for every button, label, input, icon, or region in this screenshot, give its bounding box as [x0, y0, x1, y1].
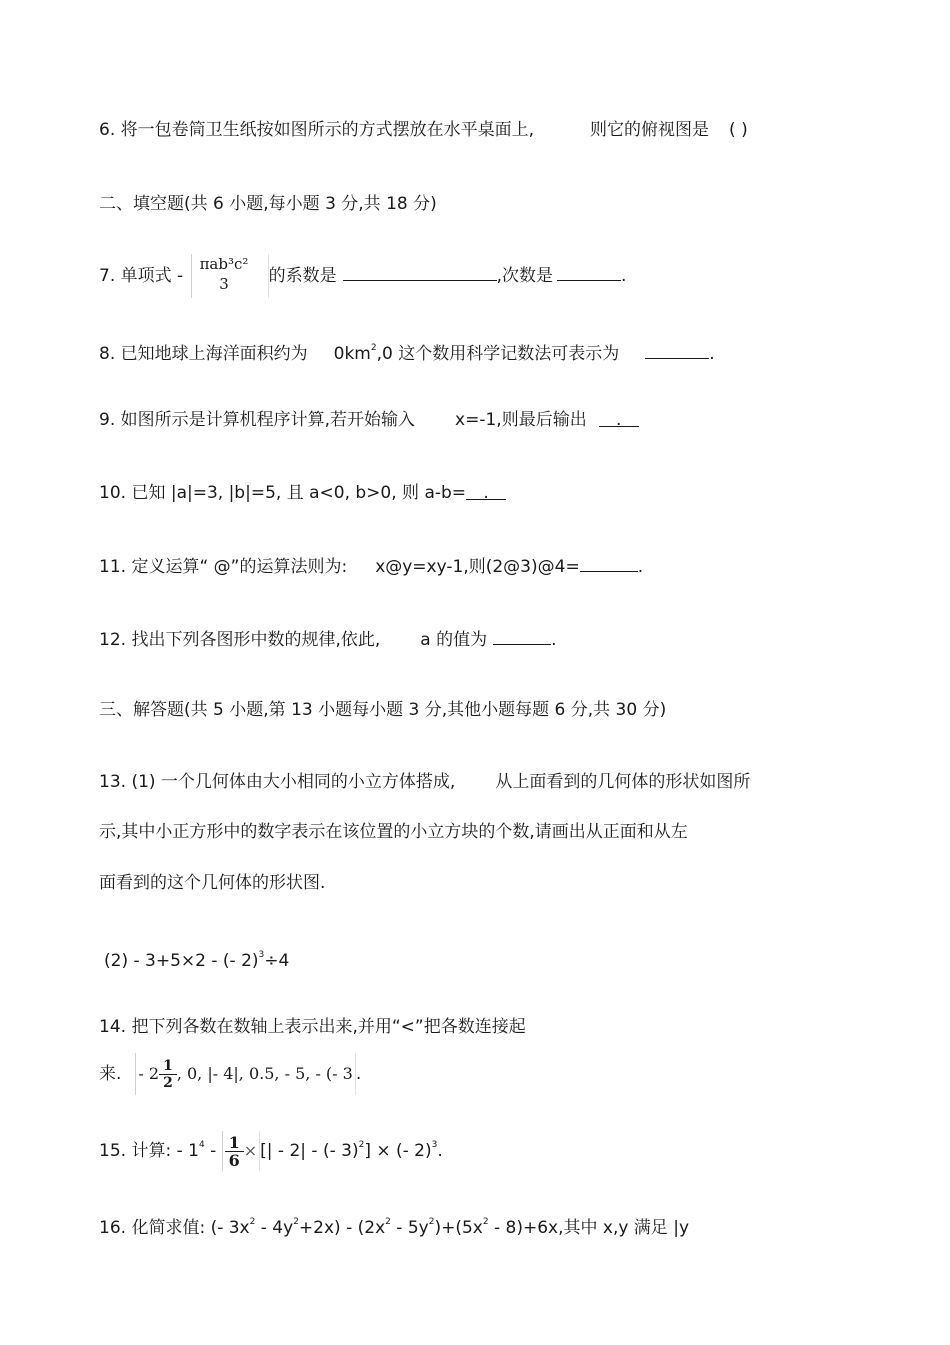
question-16-e: )+(5x [434, 1218, 483, 1238]
question-9-prefix: 9. 如图所示是计算机程序计算,若开始输入 [99, 410, 416, 430]
question-13-line-1b: 从上面看到的几何体的形状如图所 [495, 772, 751, 792]
numbers-mixed-int: - 2 [138, 1064, 160, 1083]
question-16-s3: 2 [385, 1217, 391, 1227]
question-15-sup-2: 2 [358, 1140, 365, 1150]
question-7-prefix: 7. 单项式 - [99, 266, 184, 286]
question-6-tail: 则它的俯视图是 [590, 120, 710, 140]
question-15-prefix: 15. 计算: - 1 [99, 1141, 199, 1161]
question-15-tail: ] × (- 2) [364, 1141, 432, 1161]
question-12-tail: a 的值为 [420, 630, 488, 650]
question-7 [99, 254, 626, 298]
question-15 [99, 1124, 443, 1172]
fraction-denominator: 6 [228, 1151, 240, 1170]
numbers-frac-num: 1 [159, 1058, 177, 1075]
question-16-s4: 2 [428, 1217, 435, 1227]
answer-blank-a-minus-b[interactable]: . [466, 481, 506, 500]
answer-blank-coefficient[interactable] [343, 262, 497, 281]
question-7-sep: ,次数是 [496, 266, 553, 286]
section-2-title: 二、填空题(共 6 小题,每小题 3 分,共 18 分) [99, 194, 437, 214]
question-14-line-2 [99, 1053, 361, 1095]
monomial-denominator: 3 [219, 275, 229, 293]
question-15-mid: [| - 2| - (- 3) [260, 1141, 359, 1161]
question-16-s1: 2 [249, 1217, 256, 1227]
question-13-line-3: 面看到的这个几何体的形状图. [99, 873, 326, 893]
question-6-answer-paren: ( ) [729, 120, 748, 140]
question-13-part-2 [104, 943, 289, 973]
question-13-line-2: 示,其中小正方形中的数字表示在该位置的小立方块的个数,请画出从正面和从左 [99, 822, 688, 842]
answer-blank-a-value[interactable] [493, 626, 551, 645]
question-8 [99, 336, 715, 366]
question-11-end: . [637, 557, 644, 577]
question-8-sup: 2 [370, 343, 377, 353]
question-7-mid: 的系数是 [268, 266, 337, 286]
numbers-frac-den: 2 [163, 1075, 173, 1091]
monomial-numerator: πab³c² [199, 255, 249, 273]
question-16 [99, 1210, 689, 1240]
answer-blank-operation[interactable] [580, 553, 638, 572]
question-6-text: 6. 将一包卷筒卫生纸按如图所示的方式摆放在水平桌面上, [99, 120, 535, 140]
answer-blank-sci-notation[interactable] [645, 340, 709, 359]
question-9-input: x=-1,则最后输出 [455, 410, 587, 430]
numbers-image [135, 1053, 355, 1095]
question-16-b: - 4y [255, 1218, 294, 1238]
question-10-text: 10. 已知 |a|=3, |b|=5, 且 a<0, b>0, 则 a-b= [99, 483, 467, 503]
question-16-s5: 2 [482, 1217, 489, 1227]
question-6 [99, 118, 748, 142]
question-15-minus: - [204, 1141, 222, 1161]
question-15-sup-3: 3 [431, 1140, 438, 1150]
question-14-end: . [355, 1064, 362, 1084]
question-12 [99, 626, 556, 652]
question-13-part-2b: ÷4 [264, 951, 290, 971]
question-12-end: . [551, 630, 557, 650]
question-14-line-2-text: 来. [99, 1064, 122, 1084]
question-16-f: - 8)+6x,其中 x,y 满足 |y [488, 1218, 690, 1238]
question-16-c: +2x) - (2x [298, 1218, 386, 1238]
question-16-d: - 5y [390, 1218, 429, 1238]
question-10 [99, 481, 506, 505]
question-9 [99, 408, 639, 432]
question-8-value: 0km [333, 344, 371, 364]
fraction-image [222, 1131, 261, 1171]
question-13-line-1a: 13. (1) 一个几何体由大小相同的小立方体搭成, [99, 772, 456, 792]
question-13-part-2-sup: 3 [258, 950, 265, 960]
numbers-list: , 0, |- 4|, 0.5, - 5, - (- 3 [176, 1064, 353, 1083]
answer-blank-output[interactable]: . [599, 408, 639, 427]
question-7-end: . [620, 266, 627, 286]
question-11-prefix: 11. 定义运算“ @”的运算法则为: [99, 557, 348, 577]
fraction-numerator: 1 [225, 1134, 244, 1152]
question-13-part-2a: (2) - 3+5×2 - (- 2) [104, 951, 259, 971]
question-15-end: . [437, 1141, 443, 1161]
question-16-a: 16. 化简求值: (- 3x [99, 1218, 250, 1238]
question-8-end: . [709, 344, 715, 364]
section-3-title: 三、解答题(共 5 小题,第 13 小题每小题 3 分,其他小题每题 6 分,共 30 分) [99, 700, 667, 720]
question-14-line-1: 14. 把下列各数在数轴上表示出来,并用“<”把各数连接起 [99, 1017, 526, 1037]
question-11 [99, 553, 643, 579]
question-16-s2: 2 [293, 1217, 299, 1227]
times-sign: × [243, 1141, 258, 1160]
question-15-sup-1: 4 [198, 1140, 205, 1150]
question-8-prefix: 8. 已知地球上海洋面积约为 [99, 344, 308, 364]
answer-blank-degree[interactable] [557, 262, 621, 281]
question-13-line-1 [99, 770, 750, 794]
monomial-image [191, 254, 269, 298]
question-8-mid: ,0 这个数用科学记数法可表示为 [376, 344, 620, 364]
question-11-rule: x@y=xy-1,则(2@3)@4= [375, 557, 580, 577]
question-12-prefix: 12. 找出下列各图形中数的规律,依此, [99, 630, 381, 650]
